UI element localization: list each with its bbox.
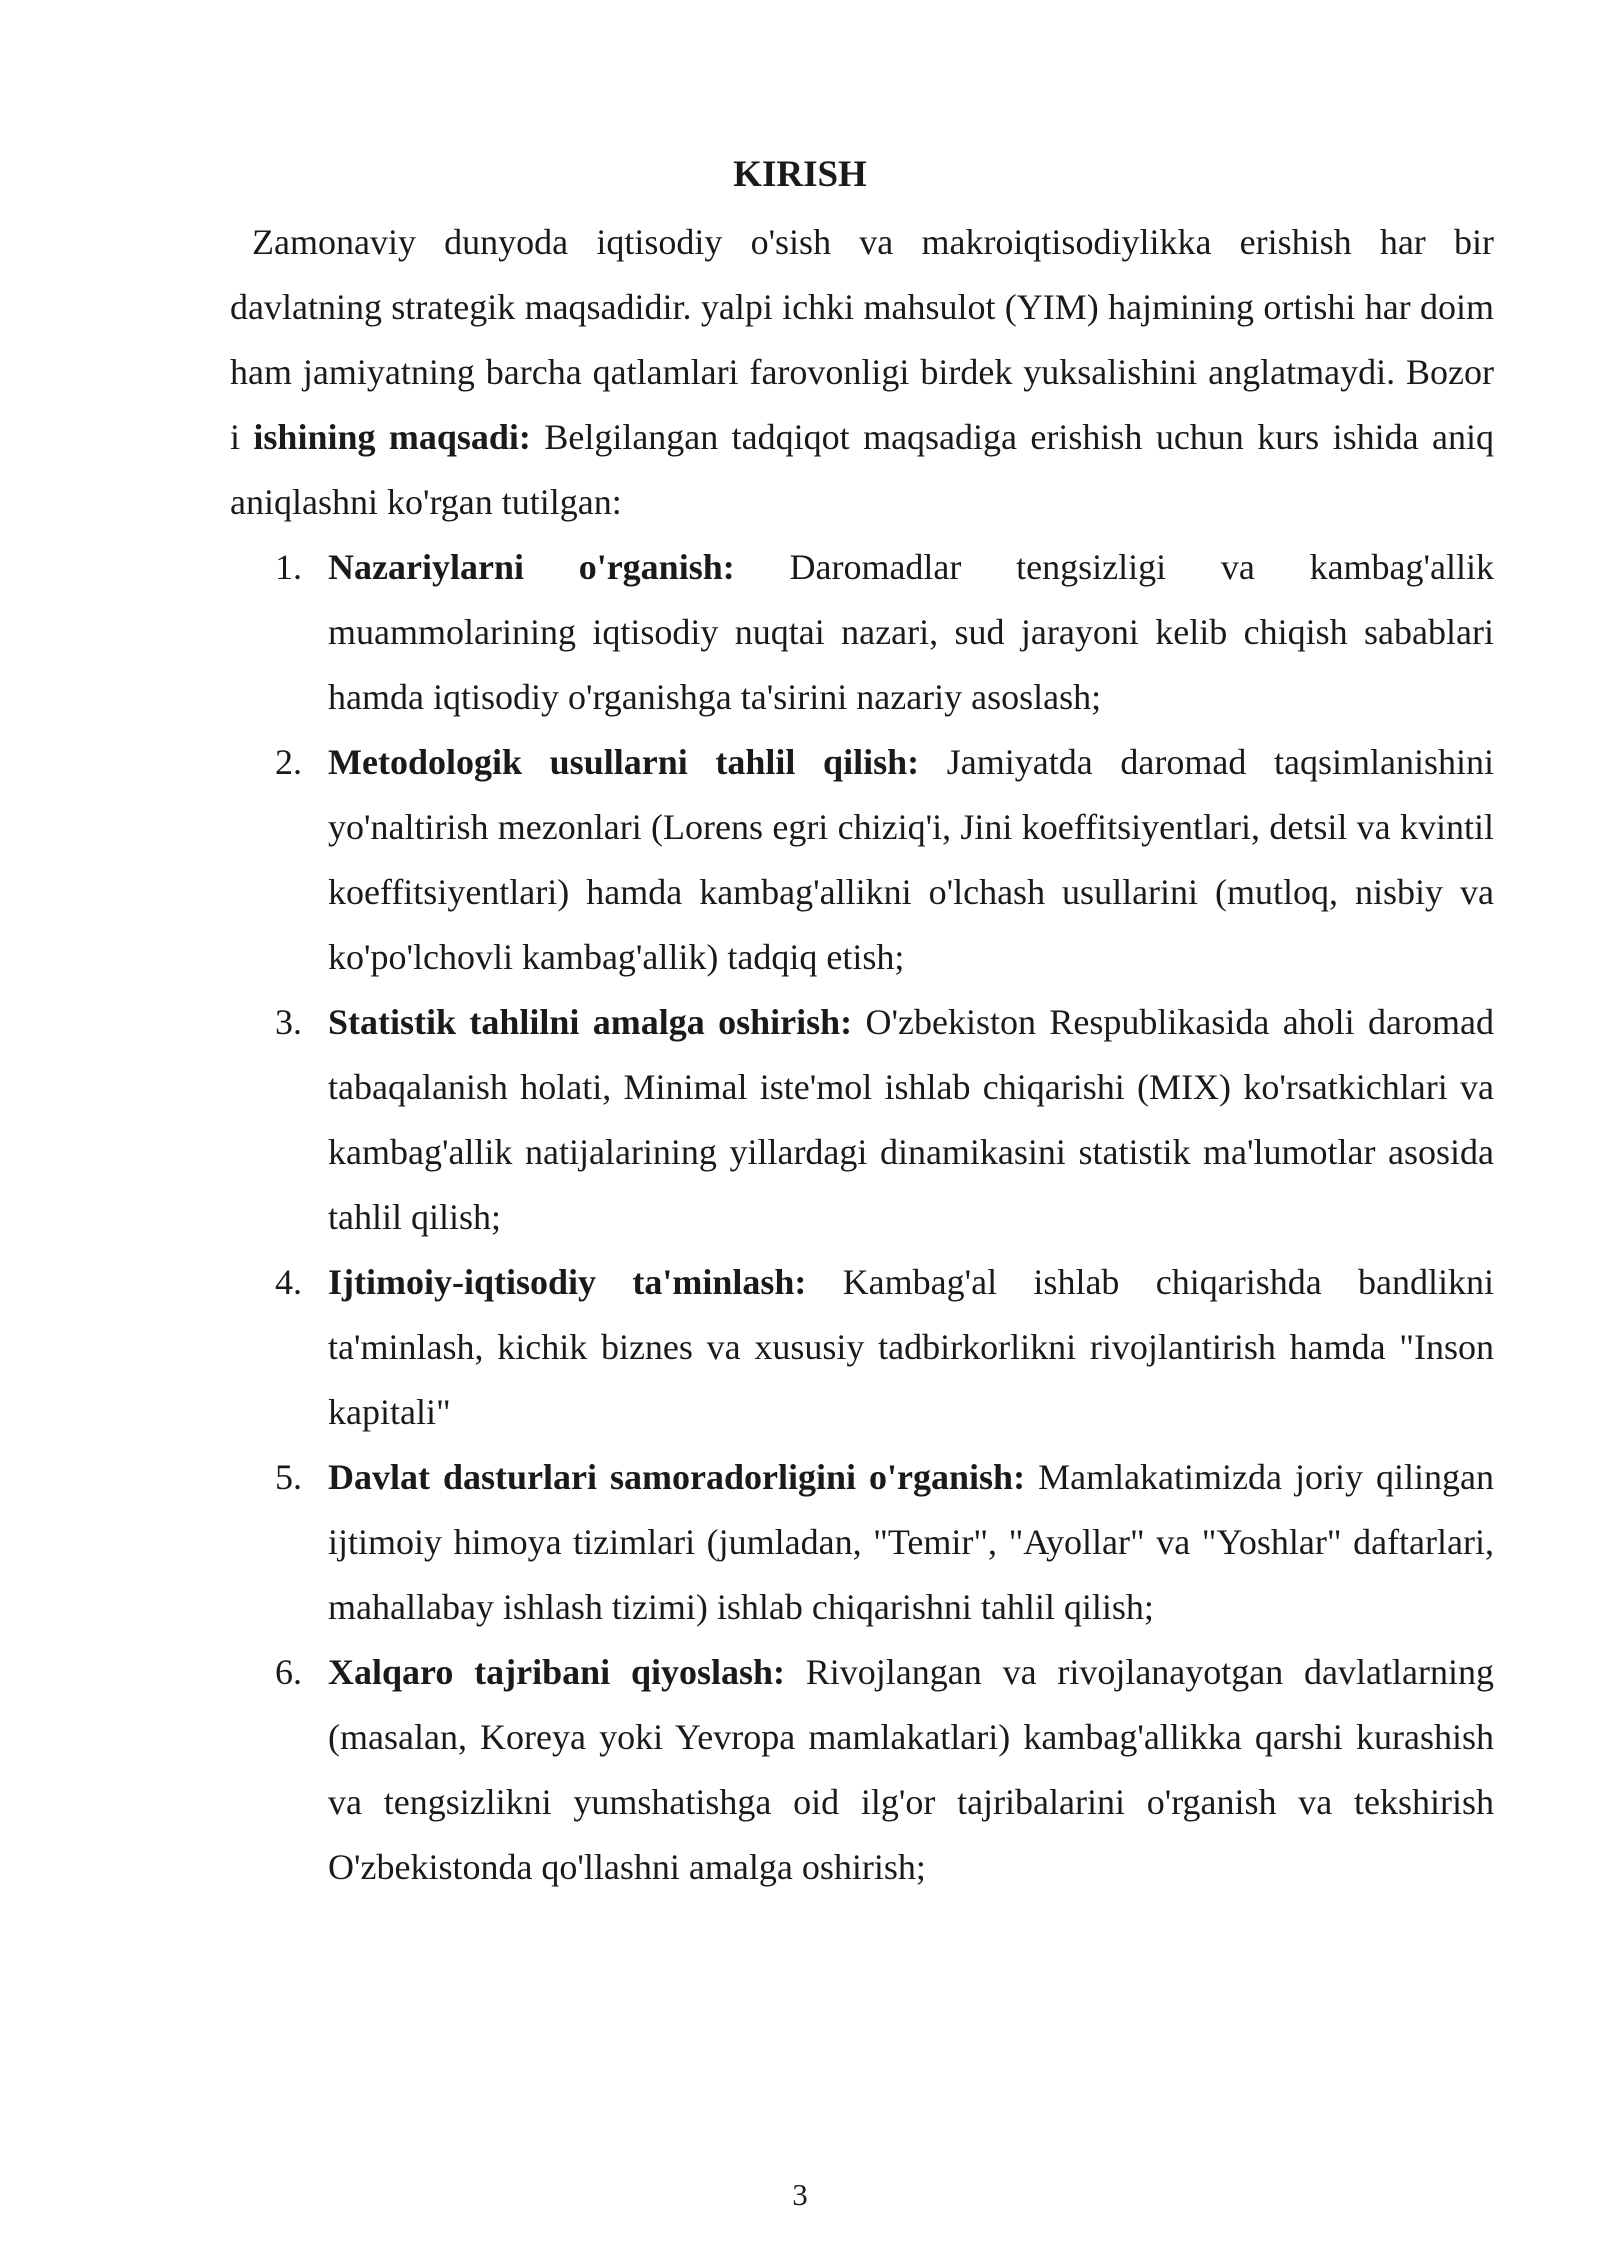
list-item-text: Jamiyatda daromad taqsimlanishini yo'naltirish mezonlari (Lorens egri chiziq'i, Jini koeffitsiyentlari, detsil va kvintil koeffitsiyentlari) hamda kambag'allikni o'lchash usullarini (mutloq, nisbiy va ko'po'lchovli kambag'allik) tadqiq etish; [328,742,1494,977]
list-item-number: 5. [275,1457,302,1497]
intro-bold-text: ishining maqsadi: [253,417,531,457]
list-item-text: Kambag'al ishlab chiqarishda bandlikni ta'minlash, kichik biznes va xususiy tadbirkorlikni rivojlantirish hamda "Inson kapitali" [328,1262,1494,1432]
page-title: KIRISH [733,154,867,195]
list-item [230,1445,1494,1640]
list-item-number: 3. [275,1002,302,1042]
list-item [230,990,1494,1250]
list-item [230,1640,1494,1900]
intro-text-after: Belgilangan tadqiqot maqsadiga erishish uchun kurs ishida aniq aniqlashni ko'rgan tutilgan: [230,417,1494,522]
list-item-title: Nazariylarni o'rganish: [328,547,735,587]
list-item-title: Xalqaro tajribani qiyoslash: [328,1652,785,1692]
list-item-number: 2. [275,742,302,782]
list-item-number: 1. [275,547,302,587]
list-item-text: Mamlakatimizda joriy qilingan ijtimoiy himoya tizimlari (jumladan, "Temir", "Ayollar" va "Yoshlar" daftarlari, mahallabay ishlash tizimi) ishlab chiqarishni tahlil qilish; [328,1457,1494,1627]
list-item [230,730,1494,990]
list-item-number: 6. [275,1652,302,1692]
list-item-title: Ijtimoiy-iqtisodiy ta'minlash: [328,1262,807,1302]
list-item-text: Rivojlangan va rivojlanayotgan davlatlarning (masalan, Koreya yoki Yevropa mamlakatlari) kambag'allikka qarshi kurashish va tengsizlikni yumshatishga oid ilg'or tajribalarini o'rganish va tekshirish O'zbekistonda qo'llashni amalga oshirish; [328,1652,1494,1887]
page-number: 3 [792,2177,808,2212]
list-item [230,535,1494,730]
list-item-number: 4. [275,1262,302,1302]
list-item-text: Daromadlar tengsizligi va kambag'allik muammolarining iqtisodiy nuqtai nazari, sud jarayoni kelib chiqish sabablari hamda iqtisodiy o'rganishga ta'sirini nazariy asoslash; [328,547,1494,717]
objectives-list [230,535,1494,1900]
intro-text-before: Zamonaviy dunyoda iqtisodiy o'sish va makroiqtisodiylikka erishish har bir davlatning strategik maqsadidir. yalpi ichki mahsulot (YIM) hajmining ortishi har doim ham jamiyatning barcha qatlamlari farovonligi birdek yuksalishini anglatmaydi. Bozor i [230,222,1494,457]
list-item [230,1250,1494,1445]
list-item-title: Metodologik usullarni tahlil qilish: [328,742,920,782]
list-item-text: O'zbekiston Respublikasida aholi daromad tabaqalanish holati, Minimal iste'mol ishlab chiqarishi (MIX) ko'rsatkichlari va kambag'allik natijalarining yillardagi dinamikasini statistik ma'lumotlar asosida tahlil qilish; [328,1002,1495,1237]
list-item-title: Statistik tahlilni amalga oshirish: [328,1002,853,1042]
intro-paragraph [230,210,1494,535]
list-item-title: Davlat dasturlari samoradorligini o'rganish: [328,1457,1026,1497]
